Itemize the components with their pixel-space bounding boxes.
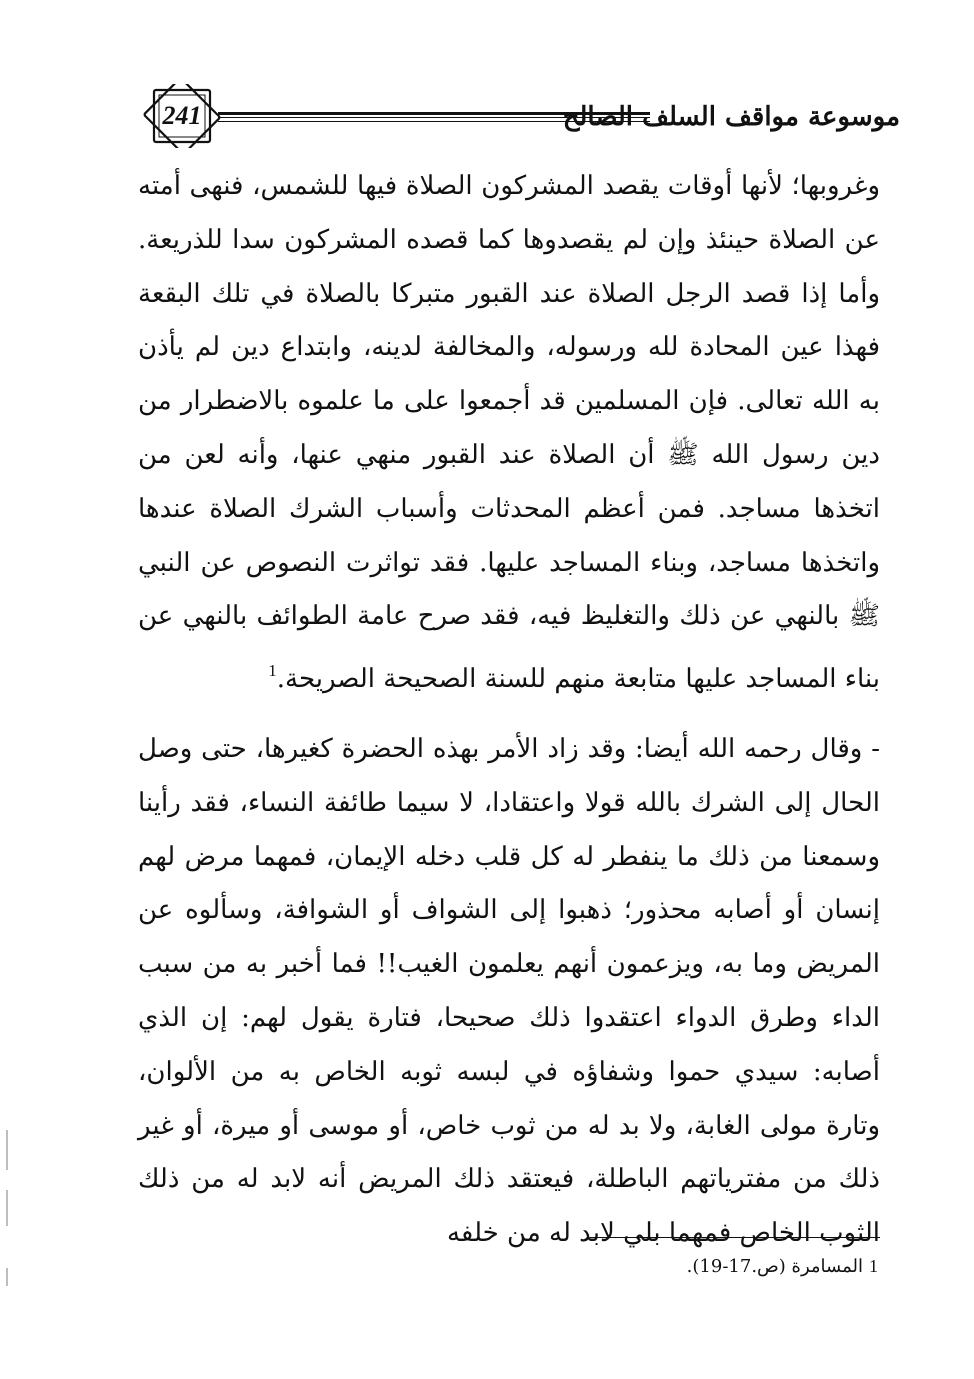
footnote-separator bbox=[590, 1237, 880, 1238]
page-number-badge bbox=[140, 84, 224, 148]
main-text bbox=[138, 160, 880, 1261]
footnote bbox=[378, 1252, 878, 1281]
scan-artifact bbox=[6, 1130, 8, 1170]
series-title: موسوعة مواقف السلف الصالح bbox=[562, 102, 900, 132]
paragraph bbox=[138, 160, 880, 707]
footnote-number: 1 bbox=[869, 1256, 878, 1276]
scan-artifact bbox=[6, 1268, 8, 1286]
page-number: 241 bbox=[162, 101, 202, 130]
page-header bbox=[140, 84, 900, 148]
paragraph-text: وغروبها؛ لأنها أوقات يقصد المشركون الصلاة فيها للشمس، فنهى أمته عن الصلاة حينئذ وإن لم يقصدوها كما قصده المشركون سدا للذريعة. وأما إذا قصد الرجل الصلاة عند القبور متبركا بالصلاة في تلك البقعة فهذا عين المحادة لله ورسوله، والمخالفة لدينه، وابتداع دين لم يأذن به الله تعالى. فإن المسلمين قد أجمعوا على ما علموه بالاضطرار من دين رسول الله ﷺ أن الصلاة عند القبور منهي عنها، وأنه لعن من اتخذها مساجد. فمن أعظم المحدثات وأسباب الشرك الصلاة عندها واتخذها مساجد، وبناء المساجد عليها. فقد تواثرت النصوص عن النبي ﷺ بالنهي عن ذلك والتغليظ فيه، فقد صرح عامة الطوائف بالنهي عن بناء المساجد عليها متابعة منهم للسنة الصحيحة الصريحة. bbox=[138, 171, 880, 695]
paragraph: - وقال رحمه الله أيضا: وقد زاد الأمر بهذه الحضرة كغيرها، حتى وصل الحال إلى الشرك بالله قولا واعتقادا، لا سيما طائفة النساء، فقد رأينا وسمعنا من ذلك ما ينفطر له كل قلب دخله الإيمان، فمهما مرض لهم إنسان أو أصابه محذور؛ ذهبوا إلى الشواف أو الشوافة، وسألوه عن المريض وما به، ويزعمون أنهم يعلمون الغيب!! فما أخبر به من سبب الداء وطرق الدواء اعتقدوا ذلك صحيحا، فتارة يقول لهم: إن الذي أصابه: سيدي حموا وشفاؤه في لبسه ثوبه الخاص به من الألوان، وتارة مولى الغابة، ولا بد له من ثوب خاص، أو موسى أو ميرة، أو غير ذلك من مفترياتهم الباطلة، فيعتقد ذلك المريض أنه لابد له من ذلك الثوب الخاص فمهما بلي لابد له من خلفه bbox=[138, 733, 881, 1249]
footnote-reference: 1 bbox=[268, 661, 277, 681]
scan-artifact bbox=[6, 1190, 8, 1226]
footnote-text: المسامرة (ص.17-19). bbox=[686, 1256, 863, 1277]
